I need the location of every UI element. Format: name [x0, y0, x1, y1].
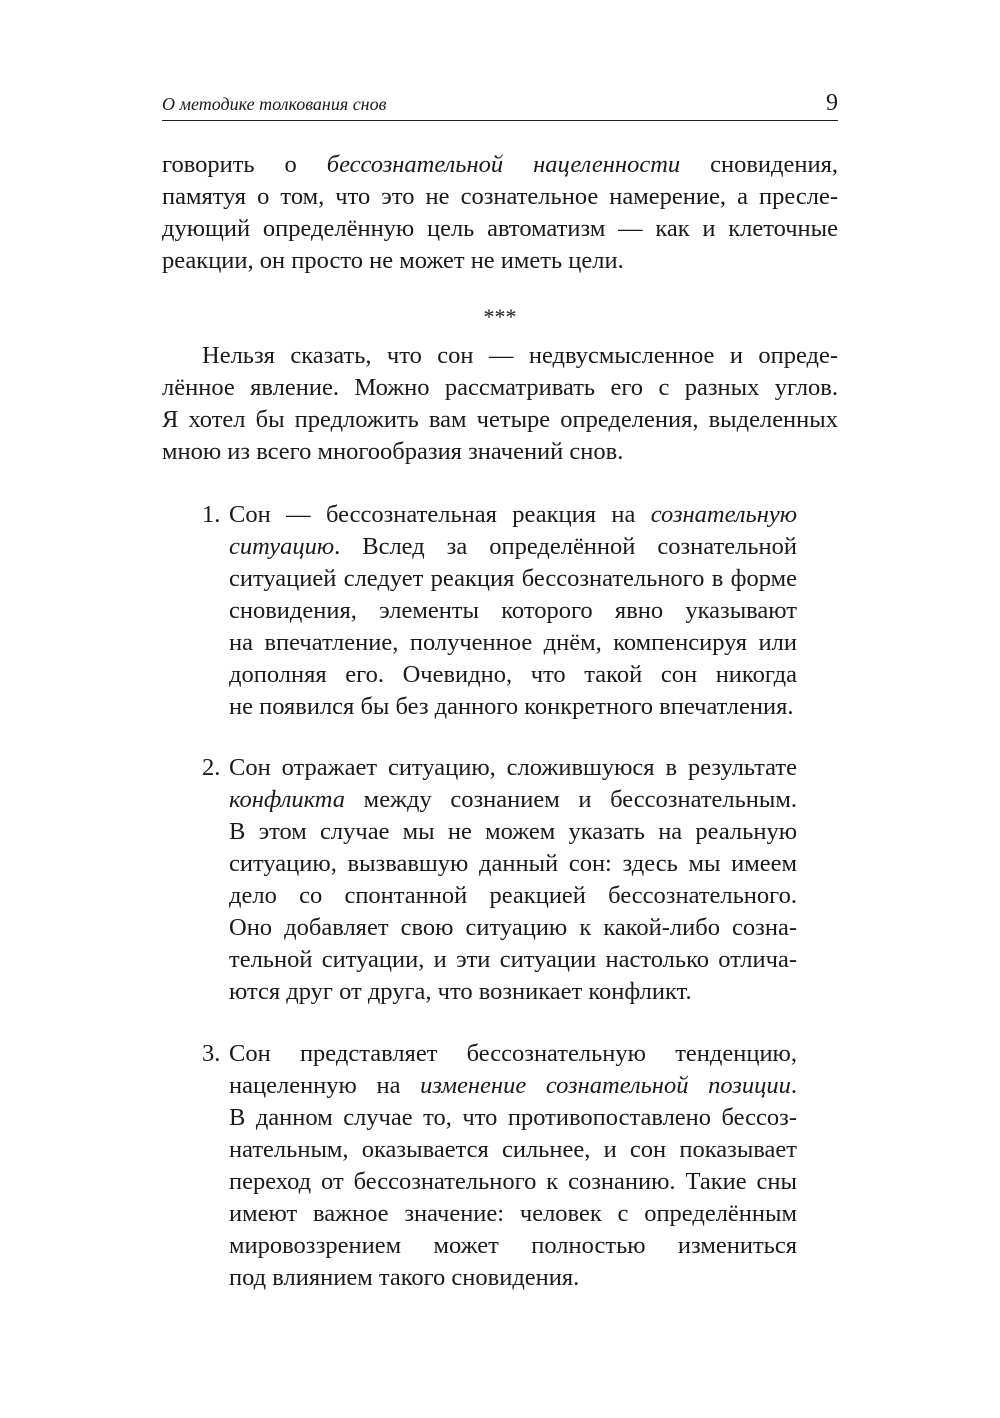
- text-run: Сон — бессознательная реакция на: [229, 501, 651, 528]
- text-line: [162, 404, 838, 436]
- text-line: [229, 499, 797, 531]
- section-separator: ***: [483, 304, 517, 329]
- text-run: реакции, он просто не может не иметь цели.: [162, 247, 624, 274]
- text-run: Я хотел бы предложить вам четыре определения, выделенных: [162, 406, 838, 433]
- text-line: [229, 816, 797, 848]
- text-run: мною из всего многообразия значений снов.: [162, 438, 624, 465]
- text-line: [229, 976, 797, 1008]
- text-run: ситуацию, вызвавшую данный сон: здесь мы имеем: [229, 850, 797, 877]
- text-run: между сознанием и бессознательным.: [345, 786, 797, 813]
- text-line: [229, 595, 797, 627]
- text-line: [229, 691, 797, 723]
- text-run: Сон отражает ситуацию, сложившуюся в результате: [229, 754, 797, 781]
- text-line: [229, 1262, 797, 1294]
- text-line: [229, 1198, 797, 1230]
- emphasis-text: бессознательной нацеленности: [326, 151, 681, 178]
- text-run: сновидения,: [680, 151, 838, 178]
- text-line: [229, 1134, 797, 1166]
- emphasis-text: изменение сознательной позиции: [420, 1072, 791, 1099]
- text-run: мировоззрением может полностью измениться: [229, 1232, 797, 1259]
- text-run: дело со спонтанной реакцией бессознательного.: [229, 882, 797, 909]
- text-line: [162, 149, 838, 181]
- text-line: [229, 784, 797, 816]
- text-line: [229, 944, 797, 976]
- emphasis-text: ситуацию: [229, 533, 335, 560]
- text-run: не появился бы без данного конкретного впечатления.: [229, 693, 794, 720]
- text-line: [229, 659, 797, 691]
- list-item-2: [229, 752, 797, 1008]
- text-line: [229, 912, 797, 944]
- text-line: [229, 531, 797, 563]
- text-run: ситуацией следует реакция бессознательного в форме: [229, 565, 797, 592]
- text-run: .: [790, 1072, 797, 1099]
- text-run: дующий определённую цель автоматизм — как и клеточные: [162, 215, 838, 242]
- text-line: [229, 1038, 797, 1070]
- text-line: [229, 752, 797, 784]
- text-line: [162, 340, 838, 372]
- text-line: [229, 880, 797, 912]
- text-run: Оно добавляет свою ситуацию к какой-либо созна-: [229, 914, 797, 941]
- list-item-1: [229, 499, 797, 723]
- text-run: на впечатление, полученное днём, компенсируя или: [229, 629, 797, 656]
- text-run: нательным, оказывается сильнее, и сон показывает: [229, 1136, 797, 1163]
- text-line: [229, 563, 797, 595]
- text-run: Нельзя сказать, что сон — недвусмысленное и опреде-: [202, 342, 838, 369]
- text-run: переход от бессознательного к сознанию. Такие сны: [229, 1168, 797, 1195]
- emphasis-text: сознательную: [650, 501, 797, 528]
- list-number: 1.: [202, 501, 221, 528]
- text-line: [229, 627, 797, 659]
- text-line: [229, 1230, 797, 1262]
- text-line: [162, 213, 838, 245]
- text-run: лённое явление. Можно рассматривать его с разных углов.: [162, 374, 838, 401]
- text-run: . Вслед за определённой сознательной: [334, 533, 797, 560]
- text-line: [162, 181, 838, 213]
- text-run: сновидения, элементы которого явно указывают: [229, 597, 797, 624]
- emphasis-text: конфликта: [229, 786, 346, 813]
- text-run: дополняя его. Очевидно, что такой сон никогда: [229, 661, 797, 688]
- text-run: говорить о: [162, 151, 327, 178]
- running-title: О методике толкования снов: [162, 94, 387, 114]
- text-line: [162, 372, 838, 404]
- paragraph-1: [162, 149, 838, 277]
- page-number: 9: [826, 90, 838, 116]
- text-line: [229, 1070, 797, 1102]
- text-run: нацеленную на: [229, 1072, 421, 1099]
- text-line: [162, 245, 838, 277]
- list-number: 3.: [202, 1040, 221, 1067]
- text-run: Сон представляет бессознательную тенденцию,: [229, 1040, 797, 1067]
- list-item-3: [229, 1038, 797, 1294]
- running-header: [162, 92, 838, 121]
- paragraph-2: [162, 340, 838, 468]
- text-run: ются друг от друга, что возникает конфликт.: [229, 978, 692, 1005]
- text-run: В данном случае то, что противопоставлено бессоз-: [229, 1104, 797, 1131]
- text-line: [229, 848, 797, 880]
- text-run: В этом случае мы не можем указать на реальную: [229, 818, 797, 845]
- text-run: имеют важное значение: человек с определённым: [229, 1200, 797, 1227]
- text-line: [162, 436, 838, 468]
- text-line: [229, 1166, 797, 1198]
- text-run: под влиянием такого сновидения.: [229, 1264, 580, 1291]
- text-run: тельной ситуации, и эти ситуации настолько отлича-: [229, 946, 797, 973]
- text-line: [229, 1102, 797, 1134]
- text-run: памятуя о том, что это не сознательное намерение, а пресле-: [162, 183, 838, 210]
- list-number: 2.: [202, 754, 221, 781]
